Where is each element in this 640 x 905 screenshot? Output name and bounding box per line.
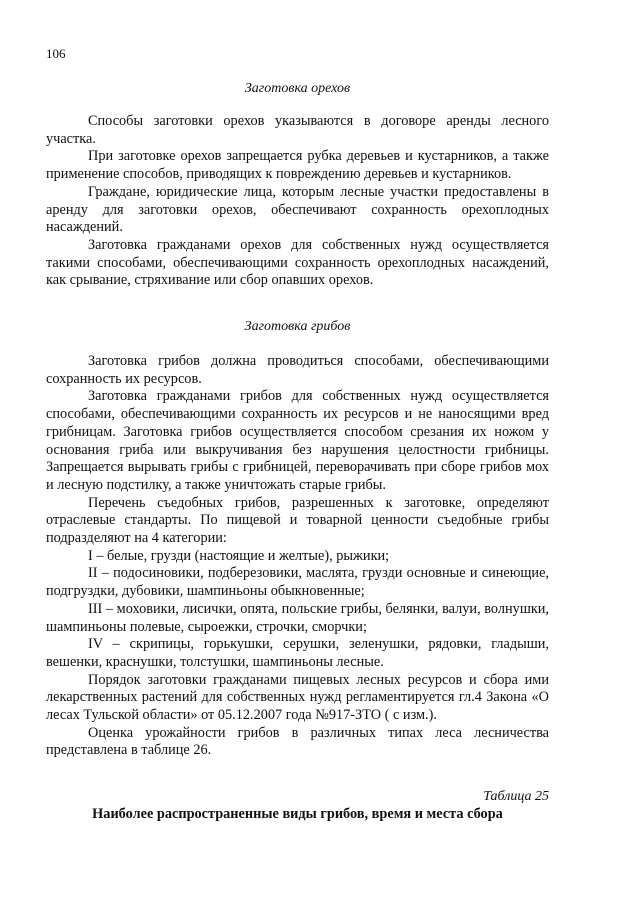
section-heading-mushrooms: Заготовка грибов [244, 319, 351, 334]
paragraph: Заготовка гражданами орехов для собственных нужд осуществляется такими способами, обеспечивающими сохранность орехоплодных насаждений, как срывание, стряхивание или сбор опавших орехов. [46, 236, 549, 289]
paragraph: При заготовке орехов запрещается рубка деревьев и кустарников, а также применение способов, приводящих к повреждению деревьев и кустарников. [46, 148, 549, 183]
category-item: II – подосиновики, подберезовики, маслята, грузди основные и синеющие, подгруздки, дубовики, шампиньоны обыкновенные; [46, 565, 549, 600]
section-body-nuts [46, 113, 549, 290]
category-item: III – моховики, лисички, опята, польские грибы, белянки, валуи, волнушки, шампиньоны полевые, сыроежки, строчки, сморчки; [46, 600, 549, 635]
category-item: I – белые, грузди (настоящие и желтые), рыжики; [88, 547, 390, 564]
page-number: 106 [46, 46, 66, 61]
section-heading-nuts: Заготовка орехов [244, 81, 351, 96]
paragraph: Порядок заготовки гражданами пищевых лесных ресурсов и сбора ими лекарственных растений для собственных нужд регламентируется гл.4 Закона «О лесах Тульской области» от 05.12.2007 года №917-ЗТО ( с изм.). [46, 671, 549, 724]
category-item: IV – скрипицы, горькушки, серушки, зеленушки, рядовки, гладыши, вешенки, краснушки, толстушки, шампиньоны лесные. [46, 636, 549, 670]
table-caption: Таблица 25 [483, 789, 549, 804]
paragraph: Граждане, юридические лица, которым лесные участки предоставлены в аренду для заготовки орехов, обеспечивают сохранность орехоплодных насаждений. [46, 183, 549, 236]
section-body-mushrooms [46, 353, 549, 760]
paragraph: Способы заготовки орехов указываются в договоре аренды лесного участка. [46, 113, 549, 147]
paragraph: Перечень съедобных грибов, разрешенных к заготовке, определяют отраслевые стандарты. По пищевой и товарной ценности съедобные грибы подразделяют на 4 категории: [46, 494, 549, 547]
paragraph: Заготовка грибов должна проводиться способами, обеспечивающими сохранность их ресурсов. [46, 353, 549, 387]
paragraph: Оценка урожайности грибов в различных типах леса лесничества представлена в таблице 26. [46, 724, 549, 759]
paragraph: Заготовка гражданами грибов для собственных нужд осуществляется способами, обеспечивающими сохранность их ресурсов и не наносящими вред грибницам. Заготовка грибов осуществляется способом срезания их ножом у основания гриба или выкручивания без нарушения целостности грибницы. Запрещается вырывать грибы с грибницей, переворачивать при сборе грибов мох и лесную подстилку, а также уничтожать старые грибы. [46, 388, 549, 493]
table-title: Наиболее распространенные виды грибов, время и места сбора [92, 806, 503, 822]
